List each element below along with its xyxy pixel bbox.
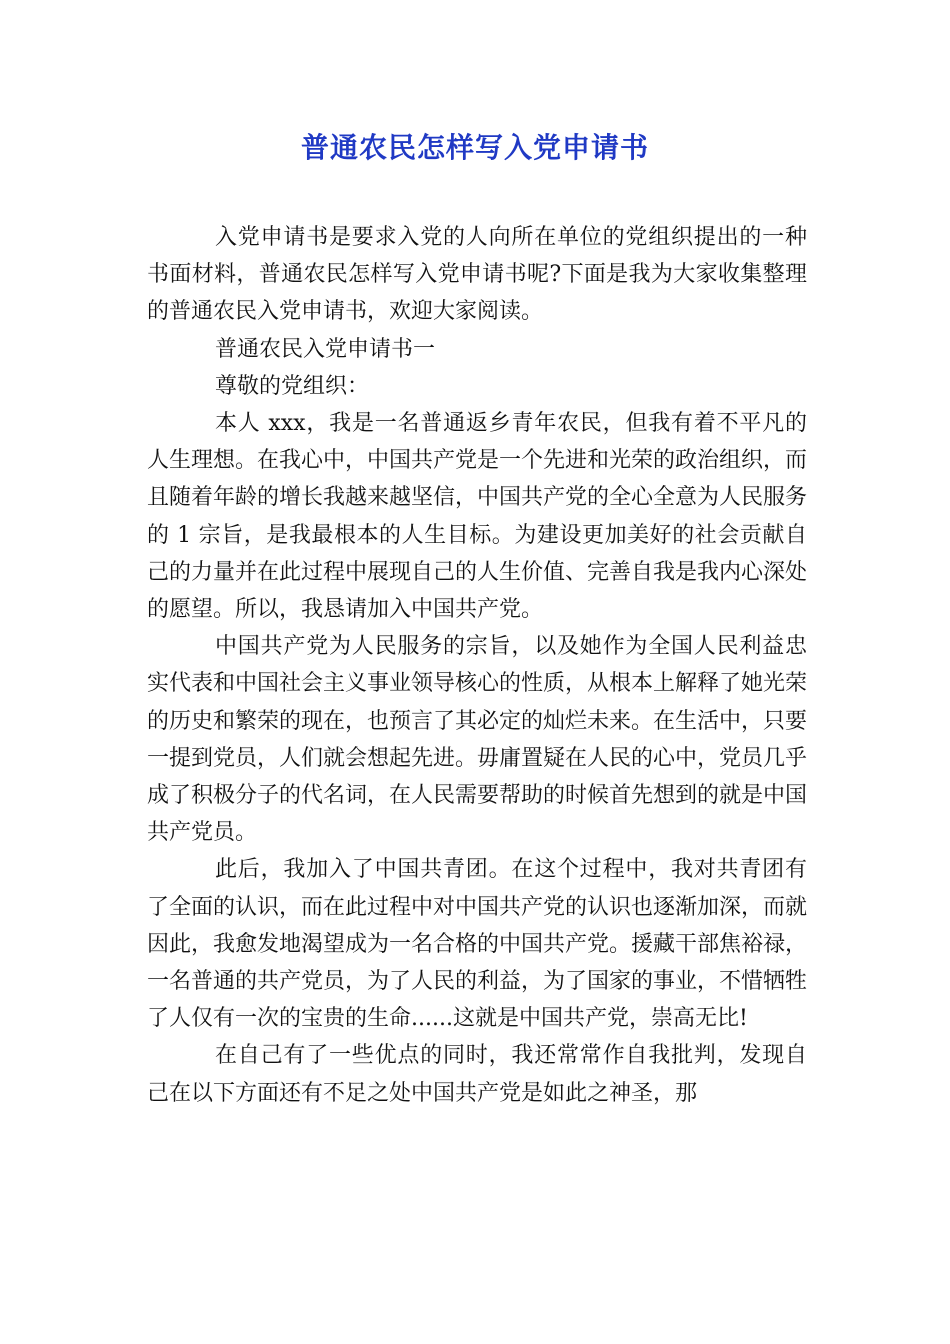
paragraph-subtitle: 普通农民入党申请书一 (215, 336, 436, 362)
paragraph-intro: 入党申请书是要求入党的人向所在单位的党组织提出的一种书面材料，普通农民怎样写入党申请书呢?下面是我为大家收集整理的普通农民入党申请书，欢迎大家阅读。 (147, 225, 807, 325)
paragraph-salutation: 尊敬的党组织： (215, 373, 370, 399)
paragraph-body-3: 此后，我加入了中国共青团。在这个过程中，我对共青团有了全面的认识，而在此过程中对中国共产党的认识也逐渐加深，而就因此，我愈发地渴望成为一名合格的中国共产党。援藏干部焦裕禄，一名普通的共产党员，为了人民的利益，为了国家的事业，不惜牺牲了人仅有一次的宝贵的生命......这就是中国共产党，崇高无比! (147, 857, 808, 1032)
paragraph-body-2: 中国共产党为人民服务的宗旨，以及她作为全国人民利益忠实代表和中国社会主义事业领导核心的性质，从根本上解释了她光荣的历史和繁荣的现在，也预言了其必定的灿烂未来。在生活中，只要一提到党员，人们就会想起先进。毋庸置疑在人民的心中，党员几乎成了积极分子的代名词，在人民需要帮助的时候首先想到的就是中国共产党员。 (147, 634, 808, 846)
paragraph-body-4: 在自己有了一些优点的同时，我还常常作自我批判，发现自己在以下方面还有不足之处中国共产党是如此之神圣，那 (147, 1043, 807, 1106)
document-title: 普通农民怎样写入党申请书 (300, 131, 649, 164)
document-body (147, 219, 807, 1112)
paragraph-body-1: 本人 xxx，我是一名普通返乡青年农民，但我有着不平凡的人生理想。在我心中，中国共产党是一个先进和光荣的政治组织，而且随着年龄的增长我越来越坚信，中国共产党的全心全意为人民服务的 1 宗旨，是我最根本的人生目标。为建设更加美好的社会贡献自己的力量并在此过程中展现自己的人生价值、完善自我是我内心深处的愿望。所以，我恳请加入中国共产党。 (147, 411, 808, 623)
